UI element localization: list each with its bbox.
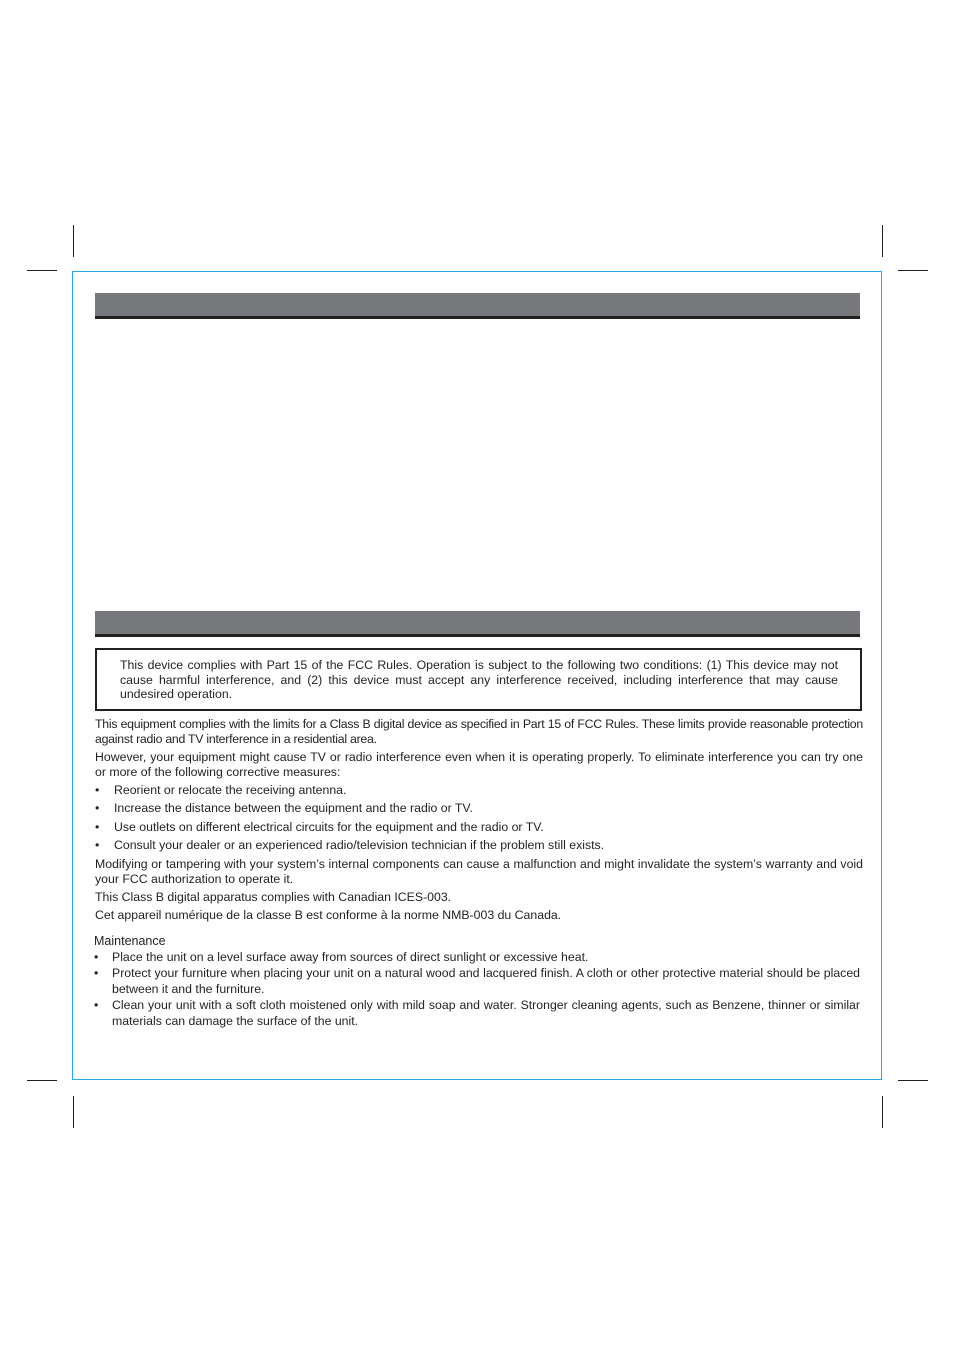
crop-mark [73,225,74,257]
fcc-paragraph: Cet appareil numérique de la classe B est conforme à la norme NMB-003 du Canada. [95,908,562,922]
fcc-paragraph: Modifying or tampering with your system’s internal components can cause a malfunction and might invalidate the system’s warranty and void your FCC authorization to operate it. [95,857,863,886]
fcc-paragraph: However, your equipment might cause TV or radio interference even when it is operating properly. To eliminate interference you can try one or more of the following corrective measures: [95,750,863,779]
fcc-notice-text: This device complies with Part 15 of the FCC Rules. Operation is subject to the following two conditions: (1) This device may not cause harmful interference, and (2) this device must accept any interference received, including interference that may cause undesired operation. [120,658,838,702]
maintenance-heading: Maintenance [94,934,166,948]
section-header-bar [95,611,860,637]
bullet-icon: • [95,820,100,834]
crop-mark [27,1080,57,1081]
bullet-icon: • [94,950,99,964]
bullet-icon: • [95,783,100,797]
fcc-notice-box [95,648,862,711]
crop-mark [882,225,883,257]
bullet-icon: • [94,998,99,1012]
fcc-paragraph: This equipment complies with the limits for a Class B digital device as specified in Part 15 of FCC Rules. These limits provide reasonable protection against radio and TV interference in a residential area. [95,717,863,746]
bullet-icon: • [94,966,99,980]
bullet-icon: • [95,838,100,852]
bullet-icon: • [95,801,100,815]
fcc-paragraph: This Class B digital apparatus complies with Canadian ICES-003. [95,890,452,904]
crop-mark [898,270,928,271]
crop-mark [27,270,57,271]
section-header-bar [95,293,860,319]
crop-mark [898,1080,928,1081]
crop-mark [882,1096,883,1128]
crop-mark [73,1096,74,1128]
